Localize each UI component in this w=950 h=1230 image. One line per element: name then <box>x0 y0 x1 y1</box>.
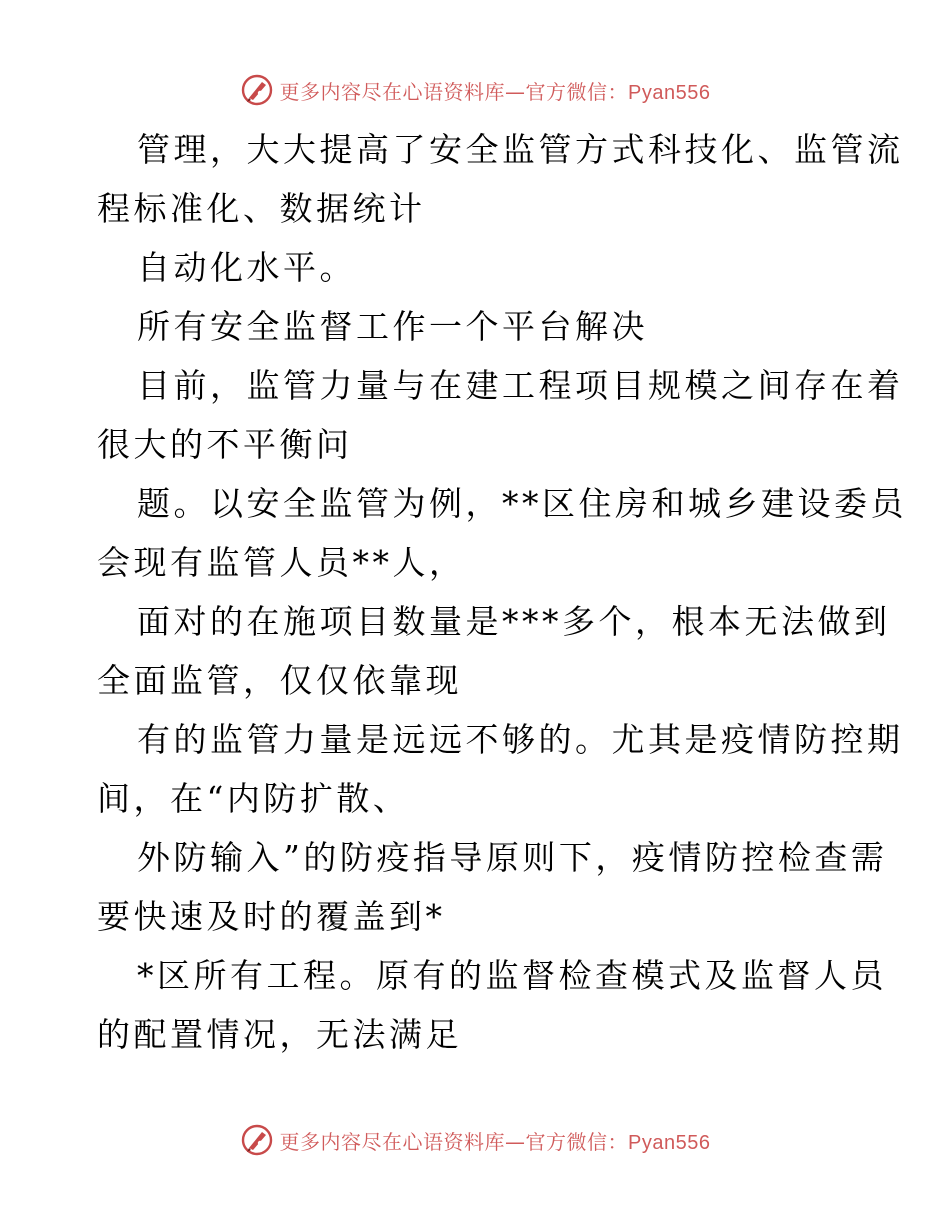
text-line: 目前，监管力量与在建工程项目规模之间存在着 <box>137 366 904 405</box>
header-banner-label: 更多内容尽在心语资料库—官方微信： <box>279 79 629 104</box>
text-line: 外防输入”的防疫指导原则下，疫情防控检查需 <box>137 838 888 877</box>
text-line: 要快速及时的覆盖到* <box>97 897 446 936</box>
footer-banner-label: 更多内容尽在心语资料库—官方微信： <box>279 1129 629 1154</box>
text-line: 很大的不平衡问 <box>97 425 353 464</box>
header-banner <box>0 70 950 110</box>
footer-banner-text <box>280 1126 711 1155</box>
footer-banner <box>0 1120 950 1160</box>
text-line: 程标准化、数据统计 <box>97 189 426 228</box>
text-line: 所有安全监督工作一个平台解决 <box>137 307 648 346</box>
header-wechat-id: Pyan556 <box>628 81 711 104</box>
body-text <box>97 120 907 1064</box>
text-line: 管理，大大提高了安全监管方式科技化、监管流 <box>137 130 904 169</box>
text-line: 面对的在施项目数量是***多个，根本无法做到 <box>137 602 891 641</box>
text-line: 全面监管，仅仅依靠现 <box>97 661 462 700</box>
text-line: 的配置情况，无法满足 <box>97 1015 462 1054</box>
quill-pen-logo-icon <box>240 1123 274 1157</box>
text-line: 会现有监管人员**人， <box>97 543 466 582</box>
text-line: 间，在“内防扩散、 <box>97 779 410 818</box>
text-line: 自动化水平。 <box>137 248 356 287</box>
footer-wechat-id: Pyan556 <box>628 1131 711 1154</box>
text-line: *区所有工程。原有的监督检查模式及监督人员 <box>137 956 887 995</box>
header-banner-text <box>280 76 711 105</box>
text-line: 有的监管力量是远远不够的。尤其是疫情防控期 <box>137 720 904 759</box>
quill-pen-logo-icon <box>240 73 274 107</box>
text-line: 题。以安全监管为例，**区住房和城乡建设委员 <box>137 484 907 523</box>
